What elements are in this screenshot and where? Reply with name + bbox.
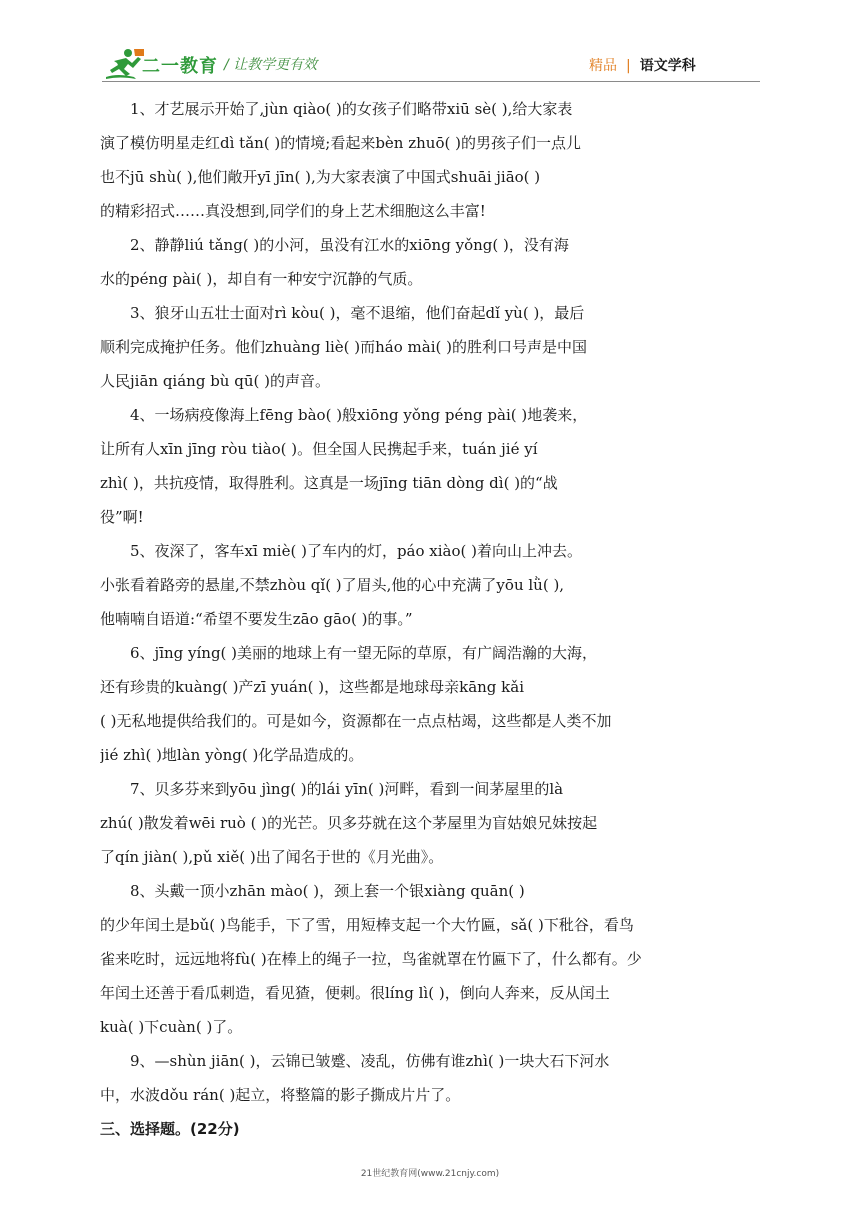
exercise-body xyxy=(100,92,764,1146)
text-line: 小张看着路旁的悬崖,不禁zhòu qǐ( )了眉头,他的心中充满了yōu lǜ( ), xyxy=(100,576,565,594)
brand-name: 二一教育 xyxy=(142,56,218,77)
text-line: 役”啊! xyxy=(100,508,144,526)
text-line: 还有珍贵的kuàng( )产zī yuán( )，这些都是地球母亲kāng kǎi xyxy=(100,678,525,696)
header-separator: | xyxy=(626,58,631,74)
page-header xyxy=(0,0,860,90)
text-line: 7、贝多芬来到yōu jìng( )的lái yīn( )河畔，看到一间茅屋里的là xyxy=(130,780,564,798)
text-line: zhú( )散发着wēi ruò ( )的光芒。贝多芬就在这个茅屋里为盲姑娘兄妹按起 xyxy=(100,814,598,832)
text-line: 8、头戴一顶小zhān mào( )，颈上套一个银xiàng quān( ) xyxy=(130,882,525,900)
text-line: 1、才艺展示开始了,jùn qiào( )的女孩子们略带xiū sè( ),给大家表 xyxy=(130,100,573,118)
text-line: 也不jū shù( ),他们敞开yī jīn( ),为大家表演了中国式shuāi jiāo( ) xyxy=(100,168,541,186)
text-line: 了qín jiàn( ),pǔ xiě( )出了闻名于世的《月光曲》。 xyxy=(100,848,444,866)
runner-logo-icon xyxy=(104,47,146,81)
text-line: 雀来吃时，远远地将fù( )在棒上的绳子一拉，鸟雀就罩在竹匾下了，什么都有。少 xyxy=(100,950,642,968)
text-line: 中，水波dǒu rán( )起立，将整篇的影子撕成片片了。 xyxy=(100,1086,461,1104)
text-line: 2、静静liú tǎng( )的小河，虽没有江水的xiōng yǒng( )，没有海 xyxy=(130,236,569,254)
text-line: 4、一场病疫像海上fēng bào( )般xiōng yǒng péng pài( )地袭来， xyxy=(130,406,588,424)
text-line: 9、—shùn jiān( )，云锦已皱蹙、凌乱，仿佛有谁zhì( )一块大石下河水 xyxy=(130,1052,610,1070)
text-line: kuà( )下cuàn( )了。 xyxy=(100,1018,243,1036)
quality-label: 精品 xyxy=(589,58,617,74)
text-line: 人民jiān qiáng bù qū( )的声音。 xyxy=(100,372,330,390)
header-right xyxy=(589,55,696,75)
text-line: 顺利完成掩护任务。他们zhuàng liè( )而háo mài( )的胜利口号声是中国 xyxy=(100,338,587,356)
text-line: 6、jīng yíng( )美丽的地球上有一望无际的草原，有广阔浩瀚的大海， xyxy=(130,644,598,662)
section-heading: 三、选择题。(22分) xyxy=(100,1120,240,1138)
text-line: 的少年闰土是bǔ( )鸟能手，下了雪，用短棒支起一个大竹匾，sǎ( )下秕谷，看鸟 xyxy=(100,916,634,934)
text-line: 3、狼牙山五壮士面对rì kòu( )，毫不退缩，他们奋起dǐ yù( )，最后 xyxy=(130,304,585,322)
brand-slogan: / 让教学更有效 xyxy=(224,57,318,73)
text-line: 让所有人xīn jīng ròu tiào( )。但全国人民携起手来，tuán jié yí xyxy=(100,440,538,458)
page-footer: 21世纪教育网(www.21cnjy.com) xyxy=(360,1169,500,1179)
text-line: 年闰土还善于看瓜刺造，看见猹，便刺。很líng lì( )，倒向人奔来，反从闰土 xyxy=(100,984,610,1002)
subject-label: 语文学科 xyxy=(639,58,696,74)
text-line: 5、夜深了，客车xī miè( )了车内的灯，páo xiào( )着向山上冲去。 xyxy=(130,542,582,560)
text-line: ( )无私地提供给我们的。可是如今，资源都在一点点枯竭，这些都是人类不加 xyxy=(100,712,612,730)
text-line: 他喃喃自语道:“希望不要发生zāo gāo( )的事。” xyxy=(100,610,413,628)
text-line: jié zhì( )地làn yòng( )化学品造成的。 xyxy=(100,746,364,764)
text-line: 水的péng pài( )，却自有一种安宁沉静的气质。 xyxy=(100,270,423,288)
text-line: 的精彩招式……真没想到,同学们的身上艺术细胞这么丰富! xyxy=(100,202,486,220)
text-line: zhì( )，共抗疫情，取得胜利。这真是一场jīng tiān dòng dì( )的“战 xyxy=(100,474,558,492)
header-divider xyxy=(102,81,760,82)
text-line: 演了模仿明星走红dì tǎn( )的情境;看起来bèn zhuō( )的男孩子们一点儿 xyxy=(100,134,581,152)
